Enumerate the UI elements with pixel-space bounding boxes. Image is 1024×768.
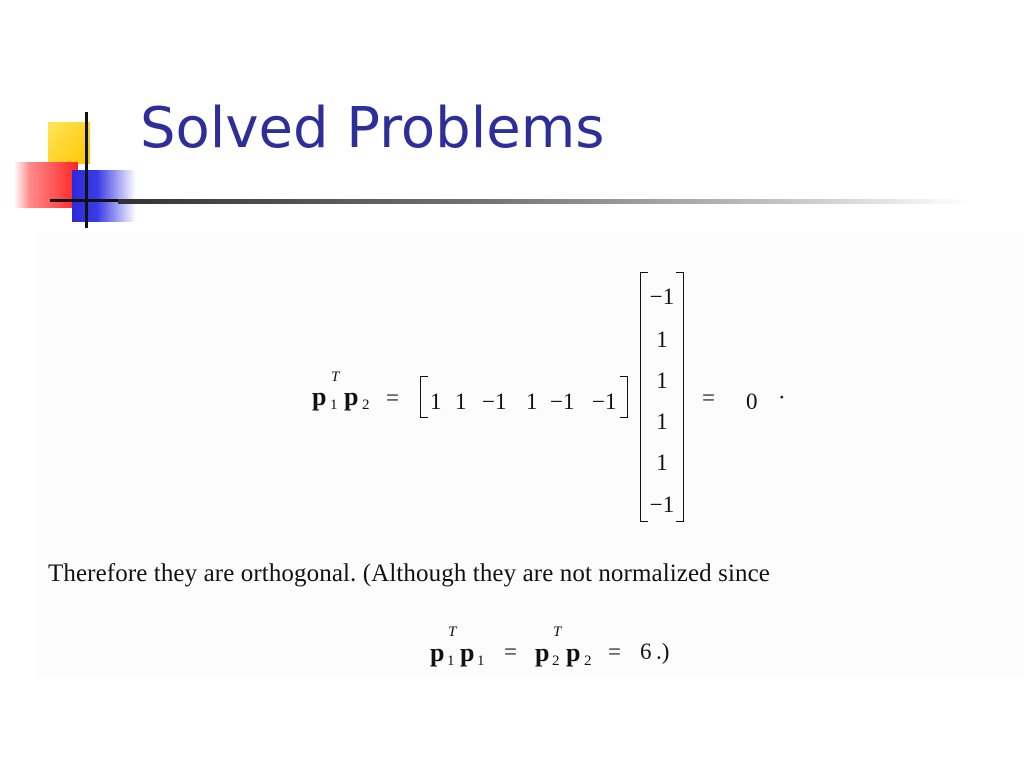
slide-title: Solved Problems	[140, 96, 605, 161]
eq1-subscript-1: 1	[330, 397, 338, 413]
row-vector-left-bracket	[420, 376, 428, 418]
col-entry: −1	[649, 284, 675, 309]
eq1-transpose-superscript: T	[331, 369, 340, 385]
eq1-subscript-2: 2	[362, 397, 370, 413]
eq2-tail: .)	[656, 639, 670, 664]
eq2-vector-p: p	[460, 638, 475, 667]
eq2-equals: =	[608, 639, 621, 664]
eq1-equals: =	[386, 385, 399, 410]
col-entry: 1	[656, 450, 668, 475]
col-entry: 1	[656, 368, 668, 393]
eq2-subscript: 1	[447, 653, 455, 669]
eq1-equals-result: =	[702, 385, 715, 410]
row-entry: −1	[550, 389, 575, 414]
eq2-equals: =	[504, 639, 517, 664]
eq2-vector-p: p	[430, 638, 445, 667]
eq2-subscript: 2	[584, 653, 592, 669]
col-entry: 1	[656, 327, 668, 352]
logo-yellow-square	[48, 122, 90, 164]
scanned-excerpt	[36, 232, 1024, 678]
logo-horizontal-line	[50, 199, 122, 202]
logo-blue-square	[72, 170, 136, 222]
row-entry: −1	[482, 389, 507, 414]
col-vector-left-bracket	[640, 272, 648, 522]
eq2-subscript: 1	[477, 653, 485, 669]
eq2-value: 6	[640, 639, 652, 664]
eq2-transpose-superscript: T	[448, 624, 457, 640]
eq2-transpose-superscript: T	[553, 624, 562, 640]
row-entry: −1	[592, 389, 617, 414]
eq1-vector-p: p	[344, 382, 359, 411]
row-entry: 1	[526, 389, 538, 414]
eq1-result: 0	[746, 389, 758, 414]
row-vector-right-bracket	[620, 376, 628, 418]
eq1-vector-p: p	[312, 382, 327, 411]
logo-vertical-line	[85, 112, 88, 228]
row-entry: 1	[430, 389, 442, 414]
eq2-subscript: 2	[552, 653, 560, 669]
col-vector-right-bracket	[676, 272, 684, 522]
eq1-dot: ·	[778, 385, 786, 410]
slide-logo	[0, 0, 140, 230]
col-entry: −1	[649, 492, 675, 517]
explanation-text: Therefore they are orthogonal. (Although they are not normalized since	[48, 560, 771, 587]
row-entry: 1	[455, 389, 467, 414]
eq2-vector-p: p	[535, 638, 550, 667]
title-underline	[118, 199, 968, 204]
col-entry: 1	[656, 409, 668, 434]
eq2-vector-p: p	[566, 638, 581, 667]
